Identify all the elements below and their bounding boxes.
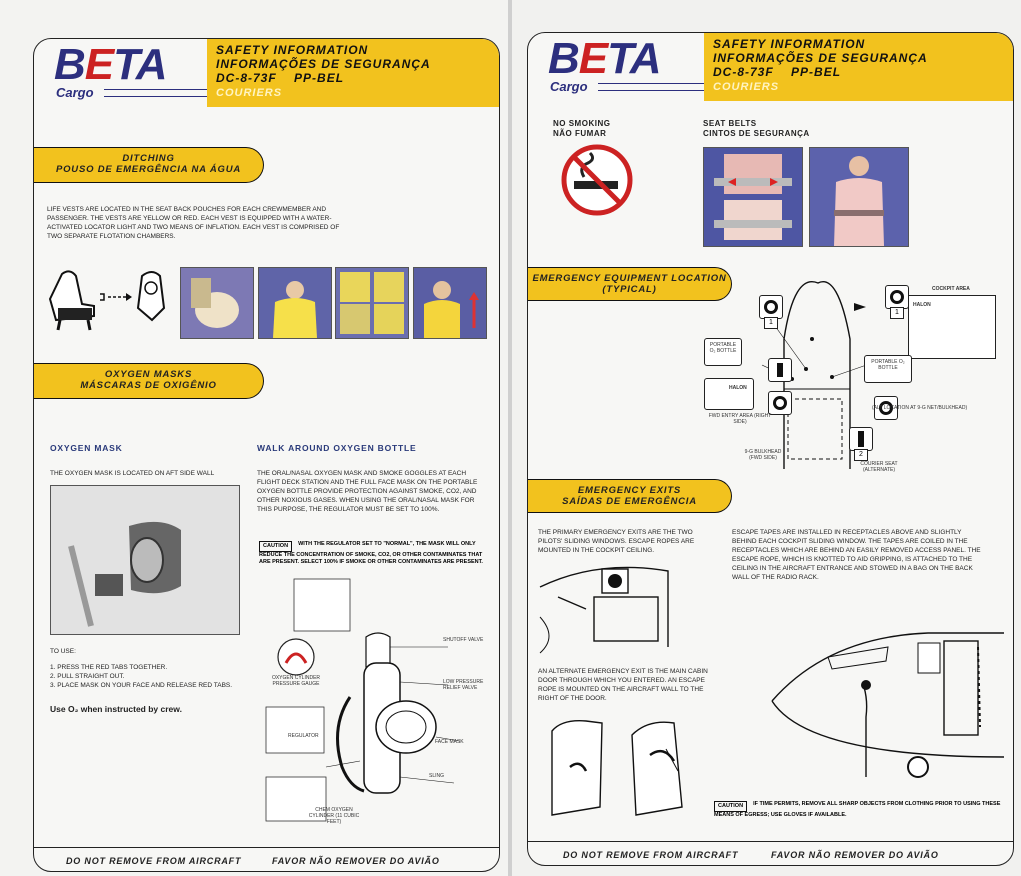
exits-caution-text: IF TIME PERMITS, REMOVE ALL SHARP OBJECTS FROM CLOTHING PRIOR TO USING THESE MEANS OF EGRESS; USE GLOVES IF AVAILABLE. bbox=[714, 801, 1001, 818]
header-box-right bbox=[704, 33, 1013, 101]
header-box bbox=[207, 39, 499, 107]
header-couriers: COURIERS bbox=[216, 87, 283, 99]
equipment-icon-flashlight bbox=[849, 427, 873, 451]
bottle-caution-label: CAUTION bbox=[259, 541, 292, 552]
exits-caution bbox=[714, 801, 1004, 819]
header-model: DC-8-73F bbox=[216, 71, 277, 85]
seat-belts-pt: CINTOS DE SEGURANÇA bbox=[703, 129, 810, 138]
equipment-icon-extinguisher bbox=[768, 358, 792, 382]
seatbelt-photo-1 bbox=[703, 147, 803, 247]
ditching-tag bbox=[34, 147, 264, 183]
portable-o2-box-left bbox=[704, 338, 742, 366]
exits-subtitle: SAÍDAS DE EMERGÊNCIA bbox=[562, 496, 697, 507]
right-footer-en: DO NOT REMOVE FROM AIRCRAFT bbox=[563, 850, 739, 860]
no-smoking-pt: NÃO FUMAR bbox=[553, 129, 607, 138]
portable-o2-label-left: PORTABLE O₂ BOTTLE bbox=[709, 342, 737, 354]
equipment-count-courier: 2 bbox=[854, 449, 868, 461]
walk-around-bottle-text: THE ORAL/NASAL OXYGEN MASK AND SMOKE GOGGLES AT EACH FLIGHT DECK STATION AND THE FULL FACE MASK ON THE PORTABLE OXYGEN BOTTLE PROVIDE PROTECTION AGAINST SMOKE, CO2, AND OTHER NOXIOUS GASES. WHEN USING THE ORAL/NASAL MASK FOR THIS PURPOSE, THE REGULATOR MUST BE SET TO 100%. bbox=[257, 470, 478, 513]
walk-around-bottle-heading: WALK AROUND OXYGEN BOTTLE bbox=[257, 443, 417, 453]
right-footer-rule bbox=[528, 841, 1013, 842]
logo-cargo-text: Cargo bbox=[56, 85, 94, 100]
cockpit-area-box bbox=[908, 295, 996, 359]
beta-cargo-logo-right: BETA Cargo bbox=[548, 39, 661, 94]
cockpit-area-label: COCKPIT AREA bbox=[932, 286, 970, 292]
exits-text-3: AN ALTERNATE EMERGENCY EXIT IS THE MAIN CABIN DOOR THROUGH WHICH YOU ENTERED. AN ESCAPE ROPE IS MOUNTED ON THE AIRCRAFT WALL TO THE RIGHT OF THE DOOR. bbox=[538, 668, 708, 702]
portable-o2-box-right bbox=[864, 355, 912, 383]
portable-o2-label-right: PORTABLE O₂ BOTTLE bbox=[871, 359, 905, 371]
cockpit-window-diagram bbox=[538, 557, 728, 662]
equipment-count-2: 1 bbox=[890, 307, 904, 319]
oxygen-mask-heading: OXYGEN MASK bbox=[50, 443, 123, 453]
seat-belts-en: SEAT BELTS bbox=[703, 119, 757, 128]
equipment-icon-rope-3 bbox=[768, 391, 792, 415]
header-title-pt: INFORMAÇÕES DE SEGURANÇA bbox=[216, 57, 431, 71]
ditching-title: DITCHING bbox=[122, 153, 175, 164]
left-footer-en: DO NOT REMOVE FROM AIRCRAFT bbox=[66, 856, 242, 866]
header-title-pt-right: INFORMAÇÕES DE SEGURANÇA bbox=[713, 51, 928, 65]
right-card-sheet bbox=[512, 0, 1021, 876]
bottle-caution-text: WITH THE REGULATOR SET TO "NORMAL", THE MASK WILL ONLY REDUCE THE CONCENTRATION OF SMOKE, CO2, OR OTHER CONTAMINATES THAT ARE PRESENT. SELECT 100% IF SMOKE OR OTHER CONTAMINATES ARE PRESENT. bbox=[259, 541, 483, 565]
oxygen-title: OXYGEN MASKS bbox=[104, 369, 193, 380]
fwd-entry-area-label: FWD ENTRY AREA (RIGHT SIDE) bbox=[708, 413, 772, 425]
beta-cargo-logo: BETA Cargo bbox=[54, 45, 167, 100]
seatbelt-photo-2 bbox=[809, 147, 909, 247]
header-registration: PP-BEL bbox=[294, 71, 345, 85]
equipment-count-1: 1 bbox=[764, 317, 778, 329]
face-mask-label: FACE MASK bbox=[435, 739, 464, 745]
exits-text-1: THE PRIMARY EMERGENCY EXITS ARE THE TWO PILOTS' SLIDING WINDOWS. ESCAPE ROPES ARE MOUNTED IN THE COCKPIT CEILING. bbox=[538, 529, 695, 554]
aircraft-escape-rope-diagram bbox=[768, 617, 1008, 802]
cylinder-label: CHEM OXYGEN CYLINDER (11 CUBIC FEET) bbox=[308, 807, 360, 825]
halon-box-fwd bbox=[704, 378, 754, 410]
seat-lifevest-icon bbox=[42, 264, 172, 339]
ditching-photo-4 bbox=[413, 267, 487, 339]
exits-caution-label: CAUTION bbox=[714, 801, 747, 812]
no-smoking-label bbox=[553, 119, 610, 139]
logo-cargo-text-right: Cargo bbox=[550, 79, 588, 94]
header-couriers-right: COURIERS bbox=[713, 81, 780, 93]
left-footer-pt: FAVOR NÃO REMOVER DO AVIÃO bbox=[272, 856, 440, 866]
equipment-icon-rope-2 bbox=[885, 285, 909, 309]
halon-label-fwd: HALON bbox=[729, 385, 747, 391]
mask-step-2: 2. PULL STRAIGHT OUT. bbox=[50, 673, 125, 680]
exits-title: EMERGENCY EXITS bbox=[577, 485, 682, 496]
oxygen-mask-photo bbox=[50, 485, 240, 635]
oxygen-subtitle: MÁSCARAS DE OXIGÊNIO bbox=[80, 380, 217, 391]
header-title-en-right: SAFETY INFORMATION bbox=[713, 37, 866, 51]
oxygen-mask-location: THE OXYGEN MASK IS LOCATED ON AFT SIDE WALL bbox=[50, 470, 215, 477]
left-footer-rule bbox=[34, 847, 499, 848]
alt-location-label: (ALT LOCATION AT 9-G NET/BULKHEAD) bbox=[872, 405, 968, 411]
header-title-en: SAFETY INFORMATION bbox=[216, 43, 369, 57]
cockpit-halon-label: HALON bbox=[913, 302, 931, 308]
use-o2-instruction: Use O₂ when instructed by crew. bbox=[50, 704, 182, 714]
header-model-right: DC-8-73F bbox=[713, 65, 774, 79]
pressure-gauge-label: OXYGEN CYLINDER PRESSURE GAUGE bbox=[271, 675, 321, 687]
seat-belts-label bbox=[703, 119, 810, 139]
ditching-photo-1 bbox=[180, 267, 254, 339]
left-card-sheet bbox=[0, 0, 508, 876]
header-registration-right: PP-BEL bbox=[791, 65, 842, 79]
ditching-text: LIFE VESTS ARE LOCATED IN THE SEAT BACK POUCHES FOR EACH CREWMEMBER AND PASSENGER. THE VESTS ARE YELLOW OR RED. EACH VEST IS EQUIPPED WITH A WATER-ACTIVATED LOCATOR LIGHT AND TWO MEANS OF INFLATION. EACH VEST IS COMPRISED OF TWO SEPARATE FLOTATION CHAMBERS. bbox=[47, 206, 340, 240]
oxygen-bottle-diagram bbox=[260, 577, 492, 830]
equipment-title: EMERGENCY EQUIPMENT LOCATION bbox=[532, 273, 727, 284]
ditching-photo-2 bbox=[258, 267, 332, 339]
bulkhead-label: 9-G BULKHEAD (FWD SIDE) bbox=[744, 449, 782, 461]
ditching-photo-3 bbox=[335, 267, 409, 339]
equipment-subtitle: (TYPICAL) bbox=[602, 284, 657, 295]
mask-step-1: 1. PRESS THE RED TABS TOGETHER. bbox=[50, 664, 168, 671]
courier-seat-label: COURIER SEAT (ALTERNATE) bbox=[860, 461, 898, 473]
ditching-subtitle: POUSO DE EMERGÊNCIA NA ÁGUA bbox=[55, 164, 242, 175]
mask-step-3: 3. PLACE MASK ON YOUR FACE AND RELEASE RED TABS. bbox=[50, 682, 233, 689]
exits-text-2: ESCAPE TAPES ARE INSTALLED IN RECEPTACLES ABOVE AND SLIGHTLY BEHIND EACH COCKPIT SLIDING WINDOW. THE TAPES ARE COILED IN THE RECEPTACLES WHICH ARE BEHIND AN EASILY REMOVED ACCESS PANEL. THE ESCAPE ROPE, WHICH IS KNOTTED TO AID GRIPPING, IS ATTACHED TO THE CEILING IN THE AIRCRAFT ENTRANCE AND STOWED IN A BAG ON THE BACK WALL OF THE RADIO RACK. bbox=[732, 529, 981, 581]
bottle-caution bbox=[259, 541, 489, 566]
cabin-door-diagram bbox=[542, 715, 712, 830]
to-use-label: TO USE: bbox=[50, 648, 76, 655]
relief-valve-label: LOW PRESSURE RELIEF VALVE bbox=[443, 679, 484, 691]
right-card bbox=[527, 32, 1014, 866]
equipment-icon-rope-1 bbox=[759, 295, 783, 319]
no-smoking-icon bbox=[560, 143, 634, 222]
right-footer-pt: FAVOR NÃO REMOVER DO AVIÃO bbox=[771, 850, 939, 860]
regulator-label: REGULATOR bbox=[288, 733, 319, 739]
emergency-exits-tag bbox=[528, 479, 732, 513]
sling-label: SLING bbox=[429, 773, 445, 779]
oxygen-masks-tag bbox=[34, 363, 264, 399]
left-card bbox=[33, 38, 500, 872]
no-smoking-en: NO SMOKING bbox=[553, 119, 611, 128]
shutoff-valve-label: SHUTOFF VALVE bbox=[443, 637, 484, 643]
